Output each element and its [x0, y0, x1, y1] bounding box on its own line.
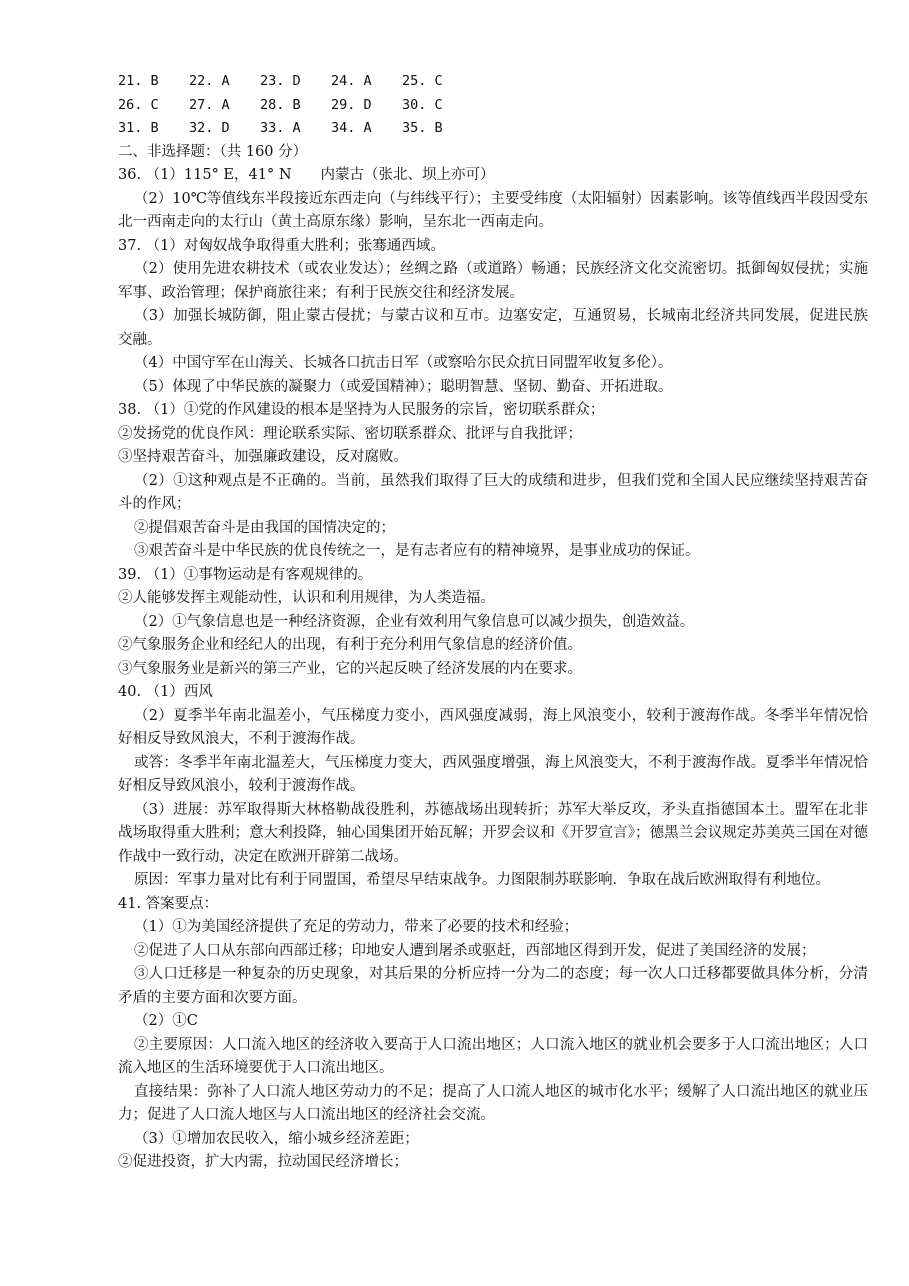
answer-paragraph: （2）夏季半年南北温差小，气压梯度力变小，西风强度减弱，海上风浪变小，较利于渡海作战。冬季半年情况恰好相反导致风浪大，不利于渡海作战。: [118, 707, 868, 747]
answer-key-content: [118, 70, 868, 1175]
mc-answer: 27. A: [189, 96, 230, 113]
answer-paragraph: ③人口迁移是一种复杂的历史现象，对其后果的分析应持一分为二的态度；每一次人口迁移都要做具体分析，分清矛盾的主要方面和次要方面。: [118, 966, 868, 1006]
answer-paragraph: （2）使用先进农耕技术（或农业发达）；丝绸之路（或道路）畅通；民族经济文化交流密切。抵御匈奴侵扰；实施军事、政治管理；保护商旅往来；有利于民族交往和经济发展。: [118, 261, 868, 301]
answer-paragraph: ②人能够发挥主观能动性，认识和利用规律，为人类造福。: [118, 590, 495, 606]
mc-answer: 34. A: [331, 120, 372, 136]
free-response-answers: [118, 141, 868, 1175]
answer-paragraph: ③艰苦奋斗是中华民族的优良传统之一，是有志者应有的精神境界，是事业成功的保证。: [134, 543, 700, 559]
mc-answer: 24. A: [331, 73, 372, 89]
mc-row: [118, 117, 868, 141]
mc-row: [118, 94, 868, 118]
answer-paragraph: 36. （1）115° E，41° N 内蒙古（张北、坝上亦可）: [118, 167, 495, 183]
mc-answer: 28. B: [260, 96, 301, 113]
mc-answer: 26. C: [118, 96, 159, 113]
mc-answer: 23. D: [260, 73, 301, 89]
answer-paragraph: ②促进了人口从东部向西部迁移；印地安人遭到屠杀或驱赶，西部地区得到开发，促进了美国经济的发展；: [134, 942, 816, 959]
answer-paragraph: ③气象服务业是新兴的第三产业，它的兴起反映了经济发展的内在要求。: [118, 660, 582, 677]
answer-paragraph: （5）体现了中华民族的凝聚力（或爱国精神）；聪明智慧、坚韧、勤奋、开拓进取。: [134, 378, 673, 395]
answer-paragraph: （2）①气象信息也是一种经济资源，企业有效利用气象信息可以减少损失，创造效益。: [134, 613, 695, 630]
mc-answer: 22. A: [189, 73, 230, 89]
answer-paragraph: （3）①增加农民收入，缩小城乡经济差距；: [134, 1130, 419, 1147]
answer-paragraph: ②提倡艰苦奋斗是由我国的国情决定的；: [134, 519, 395, 536]
mc-answer: 35. B: [402, 120, 443, 136]
answer-paragraph: 直接结果：弥补了人口流人地区劳动力的不足；提高了人口流人地区的城市化水平；缓解了人口流出地区的就业压力；促进了人口流人地区与人口流出地区的经济社会交流。: [118, 1083, 868, 1123]
answer-paragraph: ②气象服务企业和经纪人的出现，有利于充分利用气象信息的经济价值。: [118, 637, 582, 653]
answer-paragraph: 40. （1）西风: [118, 684, 213, 700]
multiple-choice-answers: [118, 70, 868, 141]
answer-paragraph: （2）10℃等值线东半段接近东西走向（与纬线平行）；主要受纬度（太阳辐射）因素影响。该等值线西半段因受东北一西南走向的太行山（黄土高原东缘）影响，呈东北一西南走向。: [118, 190, 868, 230]
mc-answer: 21. B: [118, 73, 159, 89]
answer-paragraph: 39. （1）①事物运动是有客观规律的。: [118, 566, 373, 583]
mc-answer: 30. C: [402, 96, 443, 113]
answer-paragraph: ②促进投资，扩大内需，拉动国民经济增长；: [118, 1154, 408, 1170]
mc-row: [118, 70, 868, 94]
answer-paragraph: 原因：军事力量对比有利于同盟国，希望尽早结束战争。力图限制苏联影响．争取在战后欧洲取得有利地位。: [134, 872, 830, 888]
answer-paragraph: 41. 答案要点：: [118, 895, 219, 912]
answer-paragraph: （2）①这种观点是不正确的。当前，虽然我们取得了巨大的成绩和进步，但我们党和全国人民应继续坚持艰苦奋斗的作风；: [118, 472, 868, 512]
answer-paragraph: 37. （1）对匈奴战争取得重大胜利；张骞通西域。: [118, 237, 445, 254]
mc-answer: 33. A: [260, 120, 301, 136]
answer-paragraph: （2）①C: [134, 1013, 198, 1029]
answer-paragraph: 或答：冬季半年南北温差大，气压梯度力变大，西风强度增强，海上风浪变大，不利于渡海作战。夏季半年情况恰好相反导致风浪小，较利于渡海作战。: [118, 754, 868, 794]
answer-paragraph: （3）加强长城防御，阻止蒙古侵扰；与蒙古议和互市。边塞安定，互通贸易，长城南北经济共同发展，促进民族交融。: [118, 308, 868, 348]
answer-paragraph: （1）①为美国经济提供了充足的劳动力，带来了必要的技术和经验；: [134, 919, 579, 935]
answer-paragraph: ②发扬党的优良作风：理论联系实际、密切联系群众、批评与自我批评；: [118, 425, 582, 442]
answer-paragraph: ③坚持艰苦奋斗，加强廉政建设，反对腐败。: [118, 449, 408, 465]
answer-paragraph: （4）中国守军在山海关、长城各口抗击日军（或察哈尔民众抗日同盟军收复多伦）。: [134, 355, 673, 371]
mc-answer: 29. D: [331, 96, 372, 113]
mc-answer: 31. B: [118, 120, 159, 136]
mc-answer: 25. C: [402, 73, 443, 89]
answer-paragraph: （3）进展：苏军取得斯大林格勒战役胜利，苏德战场出现转折；苏军大举反攻，矛头直指德国本土。盟军在北非战场取得重大胜利；意大利投降，轴心国集团开始瓦解；开罗会议和《开罗宣言》；德黑兰会议规定苏美英三国在对德作战中一致行动，决定在欧洲开辟第二战场。: [118, 801, 868, 865]
answer-paragraph: 38. （1）①党的作风建设的根本是坚持为人民服务的宗旨，密切联系群众；: [118, 402, 605, 418]
mc-answer: 32. D: [189, 120, 230, 136]
answer-paragraph: ②主要原因：人口流入地区的经济收入要高于人口流出地区；人口流入地区的就业机会要多于人口流出地区；人口流入地区的生活环境要优于人口流出地区。: [118, 1036, 868, 1076]
answer-paragraph: 二、非选择题：（共 160 分）: [118, 143, 308, 160]
